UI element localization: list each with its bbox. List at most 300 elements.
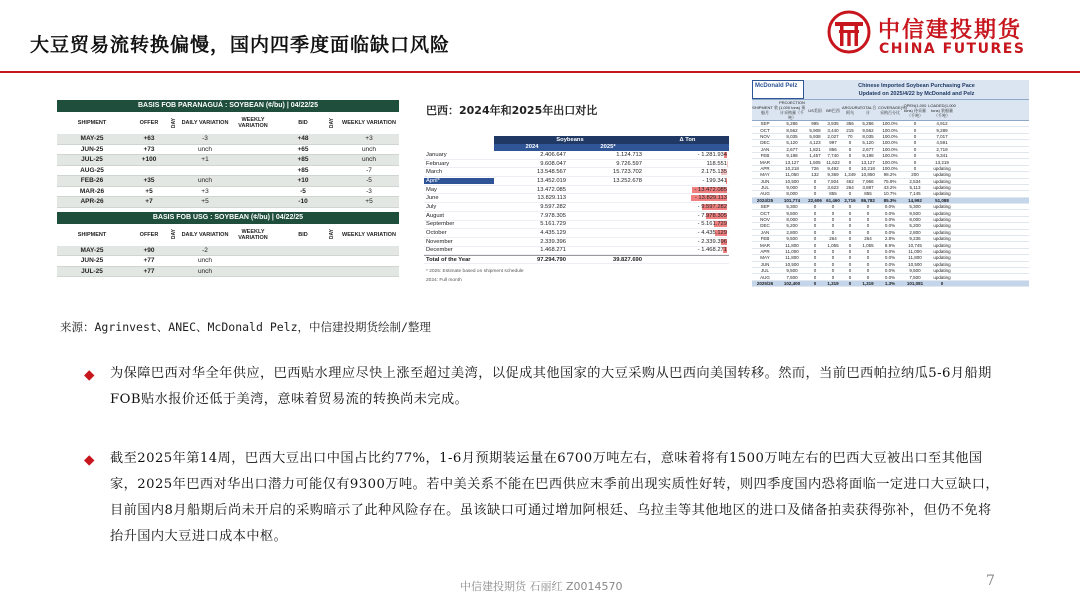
pace-cell: updating — [933, 185, 951, 191]
pace-cell: 0 — [848, 249, 852, 254]
pace-col-header: US美国 — [808, 107, 822, 113]
export-month: February — [426, 160, 450, 167]
delta-cell — [646, 229, 729, 237]
pace-cell: 11,800 — [785, 242, 799, 248]
pace-cell: updating — [933, 191, 951, 197]
export-row — [424, 160, 729, 169]
pace-cell: 14,992 — [908, 197, 922, 203]
pace-cell: 7,017 — [936, 133, 948, 139]
export-month: June — [426, 195, 439, 202]
pace-cell: 0 — [940, 280, 944, 286]
fob-paranagua-cell: +10 — [297, 177, 309, 185]
pace-col-header: ARG/URU阿乌 — [842, 105, 861, 115]
export-row — [424, 177, 729, 186]
pace-cell: 100.0% — [882, 159, 898, 165]
pace-cell: 0 — [813, 191, 817, 197]
fob-usg-cell: unch — [197, 267, 213, 275]
pace-cell: AUG — [760, 274, 770, 280]
delta-value: - 1.281.934 — [697, 151, 727, 158]
export-month: November — [426, 238, 453, 245]
pace-cell: 9,500 — [909, 268, 921, 274]
pace-cell: 1.3% — [884, 280, 896, 286]
pace-cell: 5,200 — [909, 223, 921, 229]
pace-cell: MAR — [760, 159, 770, 165]
pace-cell: updating — [933, 255, 951, 261]
pace-cell: 1,055 — [827, 242, 839, 248]
pace-cell: 0 — [813, 274, 817, 280]
pace-cell: 0 — [813, 261, 817, 267]
pace-cell: 0 — [913, 140, 917, 146]
delta-value: - 199.341 — [702, 177, 727, 184]
pace-cell: 0.0% — [884, 255, 896, 261]
fob-paranagua-cell: +85 — [297, 156, 309, 164]
delta-cell — [646, 194, 729, 202]
pace-cell: 5,908 — [809, 127, 821, 133]
fob-basis-tables — [57, 100, 399, 277]
pace-col-header: BR巴西 — [826, 107, 840, 113]
export-2025: 13.252.678 — [612, 177, 642, 184]
pace-cell: 8,035 — [862, 133, 874, 139]
pace-cell: 0 — [848, 255, 852, 261]
pace-cell: 2,027 — [827, 133, 839, 139]
fob-paranagua-title: BASIS FOB PARANAGUÁ : SOYBEAN (¢/bu) | 04/22/25 — [57, 100, 399, 112]
pace-cell: 11,000 — [908, 249, 922, 254]
pace-cell: 10,218 — [785, 165, 799, 171]
total-row — [424, 255, 729, 264]
fob-usg-rows — [57, 246, 399, 278]
fob-paranagua-row — [57, 166, 399, 177]
export-month: April* — [424, 178, 494, 184]
pace-cell: 0 — [848, 217, 852, 223]
pace-cell: 7,500 — [909, 274, 921, 280]
pace-cell: OCT — [760, 127, 770, 133]
pace-cell: 0 — [848, 165, 852, 171]
fob-paranagua-cell: +85 — [297, 166, 309, 174]
fob-paranagua-cell: JUN-25 — [80, 145, 104, 153]
fob-usg-cell: +90 — [143, 246, 155, 254]
fob-usg-col-header: DAILY VARIATION — [181, 231, 229, 238]
pace-col-header: SHIPMENT 装船月 — [752, 105, 778, 115]
export-row — [424, 151, 729, 160]
pace-cell: 8,562 — [786, 127, 798, 133]
pace-cell: 9,562 — [862, 127, 874, 133]
pace-cell: 101,774 — [783, 197, 801, 203]
export-2024: 1.468.271 — [540, 247, 566, 254]
export-month: September — [426, 221, 455, 228]
export-month: January — [426, 151, 447, 158]
fob-usg-columns — [57, 224, 399, 246]
pace-cell: 0 — [848, 140, 852, 146]
pace-cell: 11,050 — [785, 172, 799, 178]
pace-cell: updating — [933, 229, 951, 235]
pace-cell: 8,000 — [786, 191, 798, 197]
pace-cell: 9,236 — [909, 236, 921, 242]
pace-cell: 8,000 — [786, 217, 798, 223]
total-label: Total of the Year — [426, 256, 471, 263]
pace-cell: 43.2% — [883, 185, 897, 191]
export-2024: 9.608.047 — [540, 160, 566, 167]
fob-usg-title: BASIS FOB USG : SOYBEAN (¢/bu) | 04/22/25 — [57, 212, 399, 224]
delta-value: - 1.468.271 — [697, 247, 727, 254]
fob-paranagua-cell: +63 — [143, 135, 155, 143]
pace-cell: 75.9% — [883, 178, 897, 184]
bullet-paragraph-1: 为保障巴西对华全年供应，巴西贴水理应尽快上涨至超过美湾，以促成其他国家的大豆采购从巴西向美国转移。然而，当前巴西帕拉纳瓜5-6月船期FOB贴水报价还低于美湾，意味着贸易流的转换尚未完成。 — [110, 366, 992, 407]
pace-cell: 0 — [831, 268, 835, 274]
pace-cell: 3,887 — [862, 185, 874, 191]
pace-cell: 2024/25 — [756, 197, 774, 203]
pace-cell: 0.0% — [884, 210, 896, 216]
pace-cell: 0 — [831, 274, 835, 280]
export-2024: 2.339.396 — [540, 238, 566, 245]
fob-paranagua-cell: +5 — [201, 198, 209, 206]
pace-cell: 85.3% — [883, 197, 897, 203]
export-row — [424, 194, 729, 203]
pace-cell: 0.0% — [884, 268, 896, 274]
pace-cell: 132 — [811, 172, 819, 178]
export-2024: 13.829.113 — [537, 195, 566, 202]
fob-paranagua-cell: +73 — [143, 145, 155, 153]
pace-cell: 22,606 — [808, 197, 822, 203]
pace-cell: 0 — [866, 229, 870, 235]
pace-cell: 9,341 — [936, 153, 948, 159]
pace-cell: 4,912 — [936, 121, 948, 127]
delta-value: 2.175.135 — [701, 169, 727, 176]
export-2024: 5.161.729 — [540, 221, 566, 228]
purchasing-pace-rows — [752, 121, 1029, 287]
source-note: 来源：Agrinvest、ANEC、McDonald Pelz，中信建投期货绘制/整理 — [60, 320, 431, 334]
fob-paranagua-cell: +100 — [141, 156, 157, 164]
pace-cell: 0 — [866, 255, 870, 261]
pace-cell: 5,286 — [862, 121, 874, 127]
pace-cell: 356 — [846, 121, 854, 127]
pace-cell: 5,120 — [862, 140, 874, 146]
pace-cell: 0 — [813, 242, 817, 248]
fob-usg-cell: unch — [197, 257, 213, 265]
export-row — [424, 238, 729, 247]
purchasing-pace-title: Chinese Imported Soybean Purchasing Pace — [858, 83, 975, 89]
pace-cell: 7,500 — [786, 274, 798, 280]
pace-cell: 0 — [866, 210, 870, 216]
pace-cell: 11,622 — [826, 159, 840, 165]
note-2024: 2024: Full month — [426, 277, 462, 283]
export-2024: 2.406.647 — [540, 151, 566, 158]
pace-cell: 0 — [913, 146, 917, 152]
fob-usg-cell: JUN-25 — [80, 257, 104, 265]
pace-cell: 5,120 — [786, 140, 798, 146]
pace-cell: 5,300 — [909, 204, 921, 210]
export-2024: 9.597.282 — [540, 203, 566, 210]
bullet-icon: ◆ — [84, 452, 95, 468]
pace-cell: 7,504 — [827, 178, 839, 184]
pace-cell: 13,219 — [935, 159, 949, 165]
pace-cell: 1,055 — [862, 242, 874, 248]
fob-paranagua-cell: JUL-25 — [81, 156, 103, 164]
pace-col-header: COVERAGE(%) 采购百分比 — [878, 105, 907, 115]
pace-cell: 7,966 — [862, 178, 874, 184]
pace-cell: 3,440 — [827, 127, 839, 133]
pace-cell: FEB — [760, 153, 770, 159]
pace-cell: 0 — [848, 146, 852, 152]
export-2025: 15.723.702 — [612, 169, 642, 176]
fob-usg-cell: +77 — [143, 257, 155, 265]
pace-cell: 98.2% — [883, 172, 897, 178]
pace-cell: 0 — [848, 223, 852, 229]
pace-cell: 264 — [829, 236, 837, 242]
year-2024-header: 2024 — [494, 144, 570, 151]
export-2024: 13.452.019 — [536, 177, 566, 184]
fob-paranagua-col-header: DAY — [329, 117, 335, 129]
fob-paranagua-col-header: WEEKLY VARIATION — [238, 117, 268, 129]
fob-paranagua-cell: +65 — [297, 145, 309, 153]
export-row — [424, 168, 729, 177]
delta-cell — [646, 160, 729, 168]
pace-col-header: LOADED(1,000 tons) 装船量（千吨） — [928, 102, 956, 118]
pace-col-header: PROJECTION (1,000 tons) 预计采购量（千吨） — [778, 100, 806, 120]
pace-cell: MAR — [760, 242, 770, 248]
pace-cell: 0 — [831, 223, 835, 229]
pace-cell: 855 — [864, 191, 872, 197]
pace-cell: updating — [933, 217, 951, 223]
pace-cell: 200 — [911, 172, 919, 178]
export-row — [424, 203, 729, 212]
fob-paranagua-row — [57, 145, 399, 156]
pace-cell: 0 — [866, 217, 870, 223]
fob-paranagua-cell: -5 — [366, 177, 372, 185]
fob-paranagua-cell: -5 — [300, 187, 306, 195]
export-2025: 1.124.713 — [616, 151, 642, 158]
pace-cell: 0 — [848, 191, 852, 197]
fob-paranagua-cell: MAR-26 — [79, 187, 105, 195]
fob-paranagua-cell: -3 — [202, 135, 208, 143]
export-row — [424, 221, 729, 230]
pace-cell: APR — [760, 165, 770, 171]
fob-paranagua-cell: unch — [361, 156, 377, 164]
fob-paranagua-cell: +3 — [365, 135, 373, 143]
pace-cell: FEB — [760, 236, 770, 242]
purchasing-pace-columns — [752, 99, 1029, 121]
pace-cell: 10,218 — [861, 165, 875, 171]
pace-cell: 9,198 — [862, 153, 874, 159]
logo-text-en: CHINA FUTURES — [879, 41, 1026, 57]
export-month: December — [426, 247, 453, 254]
export-2024: 7.978.305 — [540, 212, 566, 219]
page-title: 大豆贸易流转换偏慢，国内四季度面临缺口风险 — [30, 34, 451, 56]
pace-cell: 1,505 — [809, 159, 821, 165]
pace-cell: 9,500 — [909, 210, 921, 216]
note-2025: * 2025: Estimate based on shipment schedule — [426, 268, 524, 274]
fob-paranagua-row — [57, 176, 399, 187]
export-month: March — [426, 169, 443, 176]
pace-cell: 0 — [813, 204, 817, 210]
pace-cell: JUL — [760, 268, 769, 274]
bullet-icon: ◆ — [84, 367, 95, 383]
fob-usg-col-header: SHIPMENT — [77, 231, 107, 238]
fob-paranagua-cell: +5 — [365, 198, 373, 206]
pace-cell: 100.0% — [882, 165, 898, 171]
delta-value: - 2.339.396 — [697, 238, 727, 245]
pace-cell: DEC — [760, 223, 770, 229]
fob-usg-col-header: DAY — [171, 229, 177, 240]
fob-paranagua-columns — [57, 112, 399, 134]
delta-cell — [646, 220, 729, 228]
fob-paranagua-row — [57, 155, 399, 166]
pace-cell: 0 — [848, 236, 852, 242]
pace-cell: 100.0% — [882, 153, 898, 159]
delta-value: - 5.161.729 — [697, 221, 727, 228]
pace-cell: 0 — [813, 210, 817, 216]
delta-value: - 4.435.129 — [697, 230, 727, 237]
mcdonald-pelz-logo: McDonald Pelz — [752, 80, 804, 99]
pace-cell: SEP — [760, 204, 770, 210]
pace-cell: 9,492 — [827, 165, 839, 171]
pace-cell: 9,500 — [786, 210, 798, 216]
pace-cell: 10.7% — [883, 191, 897, 197]
pace-cell: APR — [760, 249, 770, 254]
pace-cell: 7,145 — [909, 191, 921, 197]
fob-usg-col-header: BID — [298, 231, 308, 238]
delta-value: - 9.597.282 — [697, 203, 727, 210]
pace-cell: 9,000 — [786, 185, 798, 191]
fob-usg-cell: -2 — [202, 246, 208, 254]
delta-cell — [646, 238, 729, 246]
fob-usg-row — [57, 267, 399, 278]
pace-cell: 0 — [913, 159, 917, 165]
pace-cell: 997 — [829, 140, 837, 146]
pace-cell: 0 — [831, 249, 835, 254]
fob-usg-row — [57, 246, 399, 257]
pace-cell: 3,935 — [827, 121, 839, 127]
pace-cell: 8.9% — [884, 242, 896, 248]
pace-cell: updating — [933, 261, 951, 267]
pace-cell: JAN — [760, 229, 770, 235]
pace-cell: 86,782 — [861, 197, 875, 203]
pace-cell: 0 — [813, 178, 817, 184]
pace-cell: 0 — [848, 229, 852, 235]
fob-paranagua-cell: +5 — [145, 187, 153, 195]
pace-cell: 0 — [831, 261, 835, 267]
pace-cell: 10,500 — [908, 261, 922, 267]
pace-cell: 0 — [831, 210, 835, 216]
pace-row — [752, 281, 1029, 287]
pace-cell: 0 — [813, 236, 817, 242]
pace-cell: updating — [933, 172, 951, 178]
pace-cell: 856 — [829, 146, 837, 152]
pace-cell: 11,800 — [908, 255, 922, 261]
pace-cell: 0.0% — [884, 204, 896, 210]
pace-cell: 0 — [913, 153, 917, 159]
pace-cell: OCT — [760, 210, 770, 216]
fob-paranagua-col-header: SHIPMENT — [77, 120, 107, 126]
fob-paranagua-col-header: BID — [298, 120, 308, 126]
pace-cell: 0 — [813, 268, 817, 274]
pace-cell: 0 — [848, 268, 852, 274]
pace-cell: 100.0% — [882, 121, 898, 127]
fob-usg-col-header: DAY — [329, 229, 335, 240]
fob-paranagua-cell: APR-26 — [80, 198, 104, 206]
export-row — [424, 229, 729, 238]
fob-paranagua-row — [57, 197, 399, 208]
footer-text: 中信建投期货 石丽红 Z0014570 — [460, 580, 623, 593]
pace-cell: 2,677 — [786, 146, 798, 152]
pace-cell: 10,745 — [908, 242, 922, 248]
pace-cell: 0 — [813, 249, 817, 254]
pace-cell: updating — [933, 249, 951, 254]
delta-value: - 13.472.085 — [694, 186, 727, 193]
bullet-paragraph-2: 截至2025年第14周，巴西大豆出口中国占比约77%，1-6月预期装运量在6700万吨左右，意味着将有1500万吨左右的巴西大豆被出口至其他国家，2025年巴西对华出口潜力可能仅有9300万吨。若中美关系不能在巴西供应末季前出现实质性好转，则四季度国内恐将面临一定进口大豆缺口，目前国内8月船期后尚未开启的采购暗示了此种风险存在。虽该缺口可通过增加阿根廷、乌拉圭等其他地区的进口及储备拍卖获得弥补，但仍不免将抬升国内大豆进口成本中枢。 — [110, 451, 999, 544]
company-logo-icon — [827, 10, 871, 54]
pace-cell: 0 — [913, 165, 917, 171]
pace-cell: updating — [933, 236, 951, 242]
pace-cell: 0 — [866, 274, 870, 280]
pace-cell: 13,127 — [785, 159, 799, 165]
pace-cell: JAN — [760, 146, 770, 152]
pace-cell: updating — [933, 268, 951, 274]
pace-col-header: TOTAL合计 — [859, 105, 877, 115]
fob-paranagua-cell: -7 — [366, 166, 372, 174]
pace-cell: 0 — [913, 121, 917, 127]
pace-cell: JUL — [760, 185, 769, 191]
total-2024: 97.294.790 — [536, 256, 566, 263]
pace-cell: 0.0% — [884, 274, 896, 280]
pace-cell: 7,740 — [827, 153, 839, 159]
delta-value: 118.551 — [706, 160, 727, 167]
delta-cell — [646, 203, 729, 211]
fob-paranagua-row — [57, 187, 399, 198]
fob-usg-cell: JUL-25 — [81, 267, 103, 275]
export-2025: 9.726.597 — [616, 160, 642, 167]
fob-paranagua-cell: unch — [197, 177, 213, 185]
delta-cell — [646, 168, 729, 176]
pace-cell: 462 — [846, 178, 854, 184]
pace-cell: 9,289 — [936, 127, 948, 133]
pace-cell: 1,349 — [844, 172, 856, 178]
logo-text-cn: 中信建投期货 — [878, 17, 1023, 43]
fob-paranagua-cell: -10 — [298, 198, 308, 206]
fob-paranagua-col-header: OFFER — [139, 120, 159, 126]
fob-paranagua-cell: AUG-25 — [80, 166, 104, 174]
pace-cell: 2,534 — [909, 178, 921, 184]
pace-cell: 264 — [846, 185, 854, 191]
pace-cell: AUG — [760, 191, 770, 197]
fob-usg-cell: +77 — [143, 267, 155, 275]
delta-cell — [646, 177, 729, 185]
pace-cell: 4,591 — [936, 140, 948, 146]
pace-cell: 0 — [866, 204, 870, 210]
pace-cell: updating — [933, 274, 951, 280]
delta-cell — [646, 186, 729, 194]
pace-cell: 0 — [848, 153, 852, 159]
fob-paranagua-cell: +1 — [201, 156, 209, 164]
purchasing-pace-table — [752, 80, 1029, 287]
pace-cell: 101,081 — [906, 280, 924, 286]
fob-paranagua-col-header: DAY — [171, 117, 177, 129]
delta-value: - 7.978.305 — [697, 212, 727, 219]
fob-usg-cell: MAY-25 — [80, 246, 104, 254]
pace-cell: 0 — [913, 127, 917, 133]
pace-cell: 2,716 — [844, 197, 856, 203]
pace-cell: updating — [933, 165, 951, 171]
pace-cell: 0 — [813, 185, 817, 191]
pace-cell: NOV — [760, 217, 770, 223]
brazil-exports-table — [424, 136, 729, 285]
pace-cell: 0 — [813, 223, 817, 229]
pace-cell: 5,286 — [786, 121, 798, 127]
header-divider — [0, 71, 1080, 73]
pace-cell: 0 — [813, 280, 817, 286]
pace-cell: 0 — [848, 280, 852, 286]
fob-paranagua-row — [57, 134, 399, 145]
pace-cell: 3,623 — [827, 185, 839, 191]
